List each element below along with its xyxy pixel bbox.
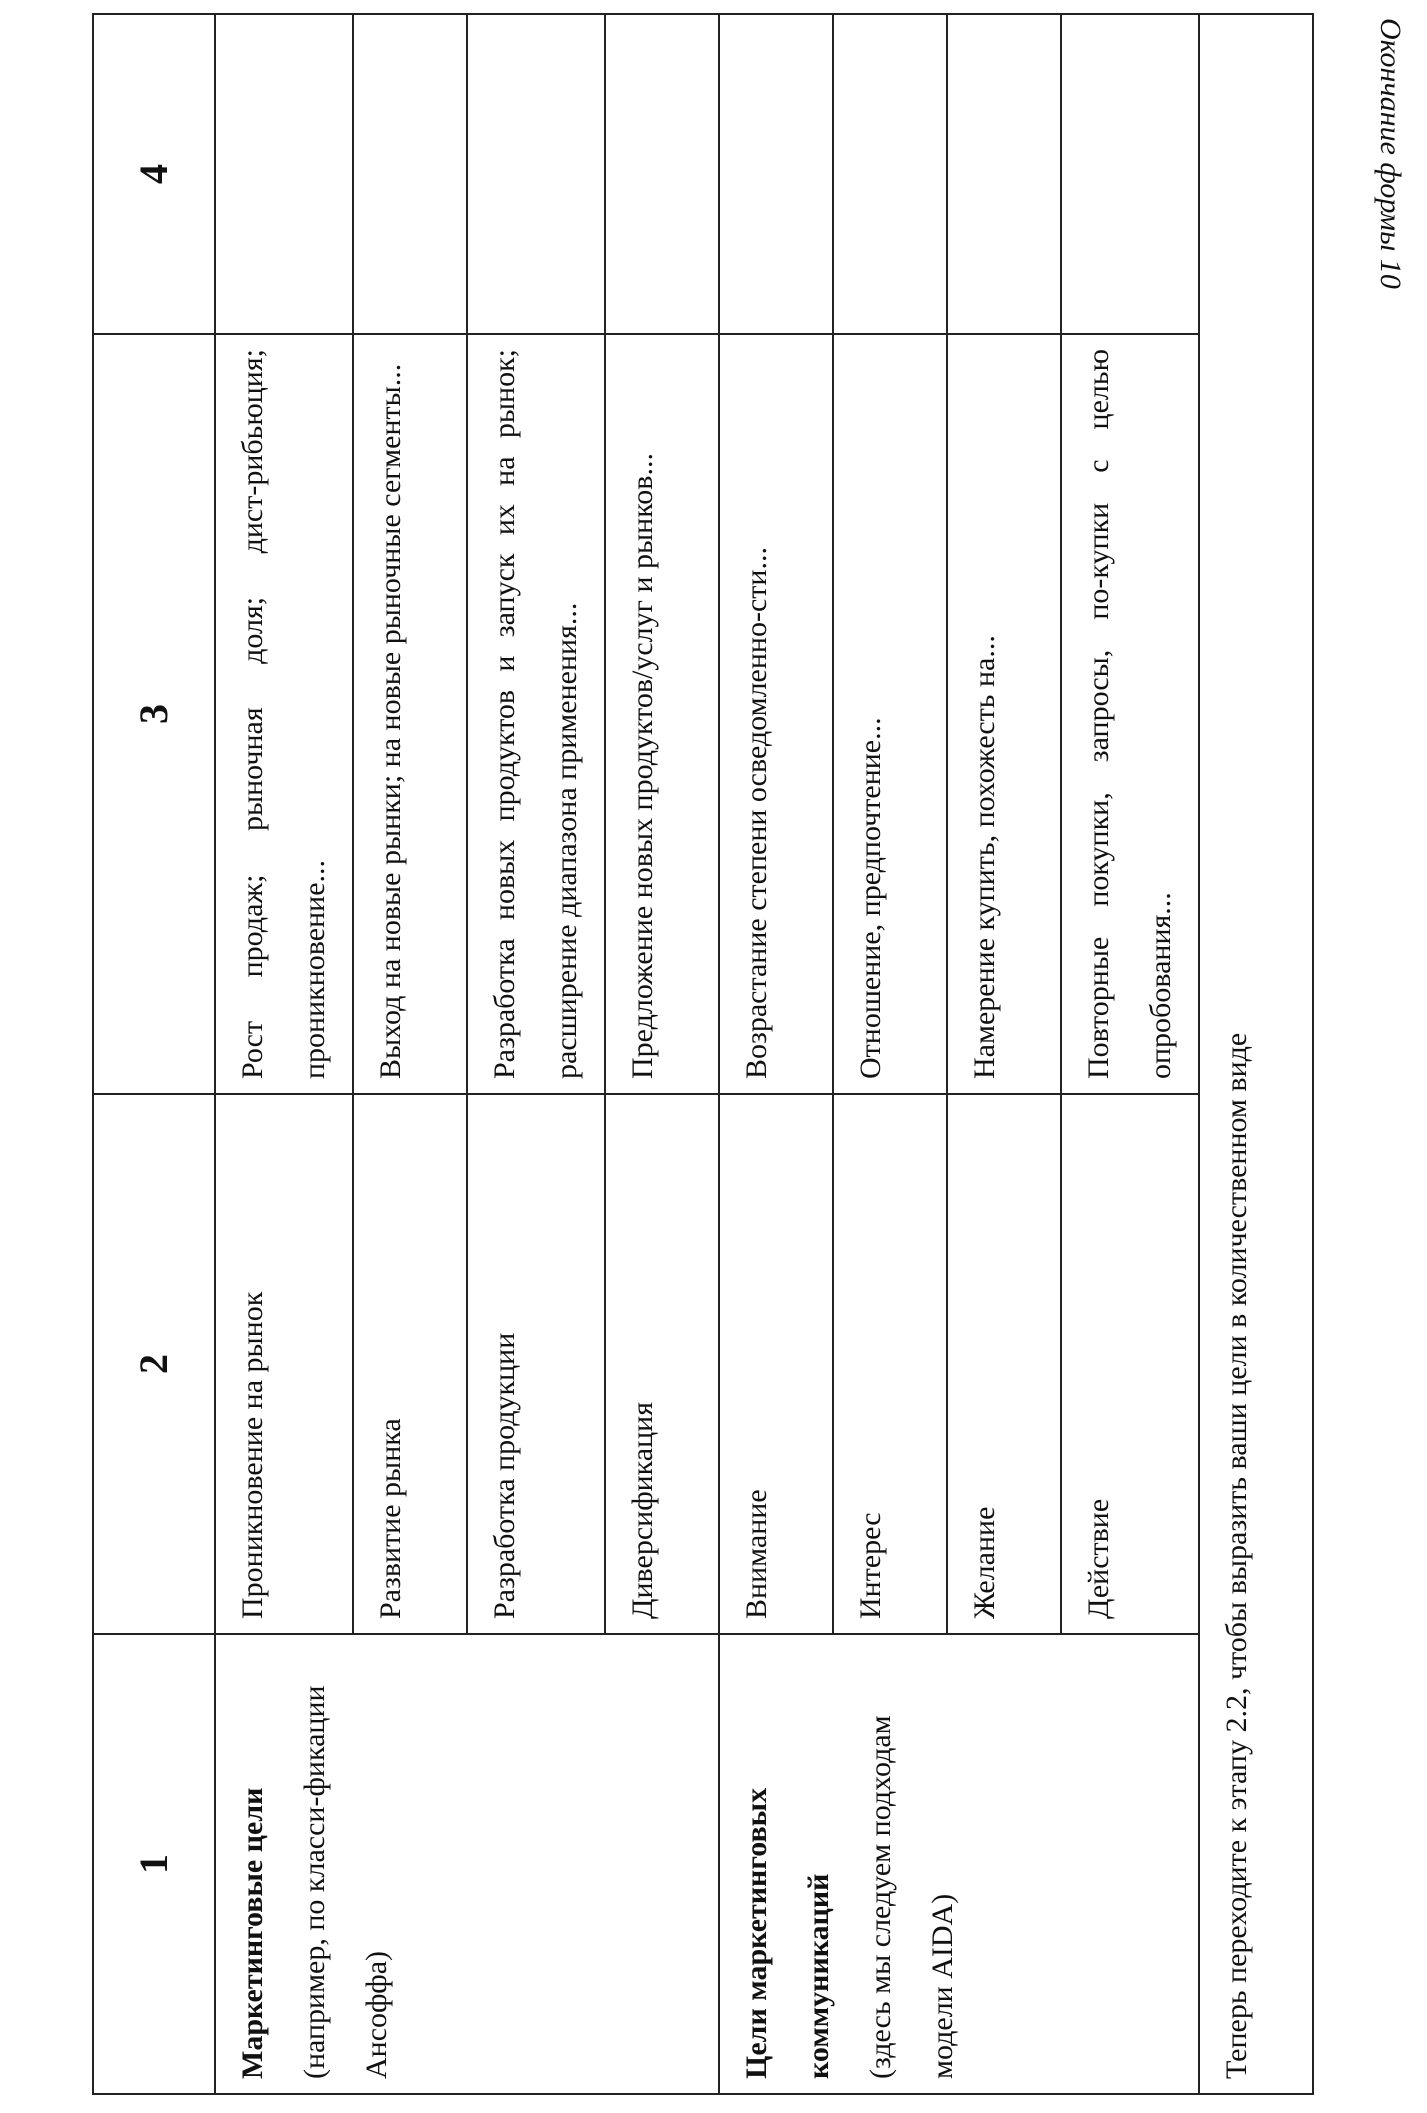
goal-value-cell (605, 14, 719, 334)
goal-value-cell (1061, 14, 1199, 334)
form-caption: Окончание формы 10 (1374, 18, 1407, 289)
goal-description: Повторные покупки, запросы, по-купки с целью опробования... (1061, 334, 1199, 1094)
goal-value-cell (467, 14, 605, 334)
goal-value-cell (353, 14, 467, 334)
table-row (719, 14, 833, 2094)
goal-description: Разработка новых продуктов и запуск их на рынок; расширение диапазона применения... (467, 334, 605, 1094)
header-row (93, 14, 215, 2094)
rotated-page (92, 15, 1332, 2095)
goal-type: Диверсификация (605, 1094, 719, 1634)
group-marketing-goals (215, 1634, 719, 2094)
goal-description: Отношение, предпочтение... (833, 334, 947, 1094)
goal-type: Интерес (833, 1094, 947, 1634)
note-row (1199, 14, 1313, 2094)
header-col-1: 1 (93, 1634, 215, 2094)
note-text: Теперь переходите к этапу 2.2, чтобы выразить ваши цели в количественном виде (1199, 14, 1313, 2094)
table-row (215, 14, 353, 2094)
goal-value-cell (719, 14, 833, 334)
goal-description: Возрастание степени осведомленно-сти... (719, 334, 833, 1094)
goal-value-cell (833, 14, 947, 334)
group-title: Цели маркетинговых коммуникаций (740, 1787, 835, 2079)
goal-description: Рост продаж; рыночная доля; дист-рибьюция; проникновение... (215, 334, 353, 1094)
group-subtitle: (здесь мы следуем подходам модели AIDA) (864, 1715, 959, 2079)
goal-type: Проникновение на рынок (215, 1094, 353, 1634)
header-col-2: 2 (93, 1094, 215, 1634)
header-col-4: 4 (93, 14, 215, 334)
group-subtitle: (например, по класси-фикации Ансоффа) (298, 1685, 393, 2079)
header-col-3: 3 (93, 334, 215, 1094)
goal-type: Действие (1061, 1094, 1199, 1634)
group-title: Маркетинговые цели (236, 1787, 269, 2079)
goal-value-cell (215, 14, 353, 334)
goal-description: Намерение купить, похожесть на... (947, 334, 1061, 1094)
form-table (92, 13, 1314, 2095)
goal-description: Выход на новые рынки; на новые рыночные сегменты... (353, 334, 467, 1094)
goal-type: Желание (947, 1094, 1061, 1634)
goal-value-cell (947, 14, 1061, 334)
goal-type: Развитие рынка (353, 1094, 467, 1634)
goal-type: Разработка продукции (467, 1094, 605, 1634)
group-communication-goals (719, 1634, 1199, 2094)
goal-type: Внимание (719, 1094, 833, 1634)
goal-description: Предложение новых продуктов/услуг и рынков... (605, 334, 719, 1094)
